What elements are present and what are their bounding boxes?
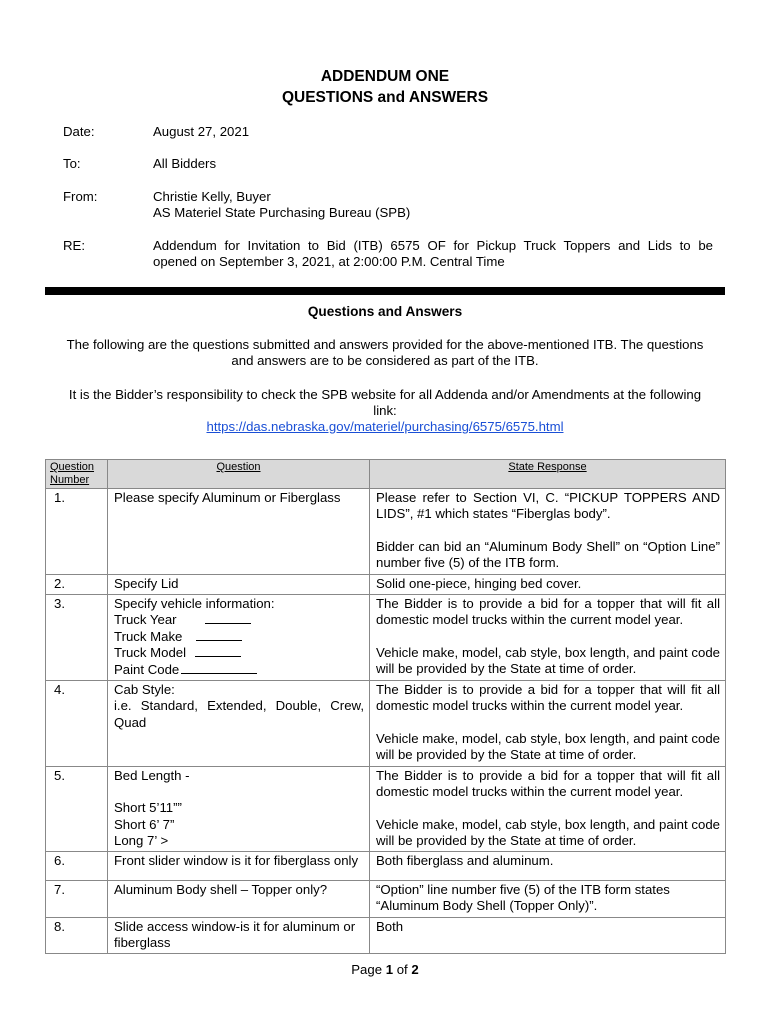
question-line: Cab Style: bbox=[114, 682, 175, 698]
fill-blank bbox=[181, 662, 257, 674]
row-question: Aluminum Body shell – Topper only? bbox=[108, 880, 370, 917]
page-total: 2 bbox=[411, 962, 419, 977]
table-row bbox=[46, 917, 726, 954]
to-label: To: bbox=[63, 156, 81, 171]
table-row bbox=[46, 681, 726, 767]
re-value-line-1: Addendum for Invitation to Bid (ITB) 6575 OF for Pickup Truck Toppers and Lids to be bbox=[153, 238, 713, 253]
header-number-line-1: Question bbox=[50, 461, 95, 473]
table-row bbox=[46, 852, 726, 880]
truck-make-field: Truck Make bbox=[114, 629, 364, 645]
responsibility-line-1: It is the Bidder’s responsibility to check the SPB website for all Addenda and/or Amendments at the following bbox=[68, 387, 702, 402]
question-line: Short 6’ 7” bbox=[114, 816, 175, 832]
title-line-2: QUESTIONS and ANSWERS bbox=[281, 89, 489, 106]
fill-blank bbox=[195, 645, 241, 657]
date-value: August 27, 2021 bbox=[153, 124, 250, 139]
from-value-line-2: AS Materiel State Purchasing Bureau (SPB) bbox=[153, 205, 411, 220]
row-number: 8. bbox=[46, 917, 108, 954]
row-response: Both fiberglass and aluminum. bbox=[370, 852, 726, 880]
row-question: Specify Lid bbox=[108, 574, 370, 594]
response-paragraph: Vehicle make, model, cab style, box length, and paint code will be provided by the State at time of order. bbox=[376, 730, 720, 763]
from-value-line-1: Christie Kelly, Buyer bbox=[153, 189, 271, 204]
header-state-response: State Response bbox=[370, 460, 726, 489]
response-paragraph: Vehicle make, model, cab style, box length, and paint code will be provided by the State at time of order. bbox=[376, 644, 720, 677]
row-number: 2. bbox=[46, 574, 108, 594]
to-value: All Bidders bbox=[153, 156, 217, 171]
row-question bbox=[108, 766, 370, 852]
section-divider bbox=[45, 287, 725, 295]
row-question: Slide access window-is it for aluminum or fiberglass bbox=[108, 917, 370, 954]
intro-line-2: and answers are to be considered as part of the ITB. bbox=[231, 353, 539, 368]
row-response bbox=[370, 489, 726, 575]
responsibility-line-2: link: bbox=[373, 403, 397, 418]
header-number-line-2: Number bbox=[50, 474, 90, 486]
from-label: From: bbox=[63, 189, 98, 204]
row-response bbox=[370, 595, 726, 681]
row-question: Front slider window is it for fiberglass only bbox=[108, 852, 370, 880]
row-number: 4. bbox=[46, 681, 108, 767]
document-title bbox=[0, 66, 770, 108]
page-prefix: Page bbox=[351, 962, 386, 977]
row-number: 3. bbox=[46, 595, 108, 681]
questions-table bbox=[45, 459, 726, 954]
response-paragraph: Please refer to Section VI, C. “PICKUP TOPPERS AND LIDS”, #1 which states “Fiberglas body”. bbox=[376, 490, 720, 522]
row-response: Both bbox=[370, 917, 726, 954]
responsibility-paragraph bbox=[50, 387, 720, 435]
row-number: 7. bbox=[46, 880, 108, 917]
header-question: Question bbox=[108, 460, 370, 489]
response-paragraph: The Bidder is to provide a bid for a topper that will fit all domestic model trucks within the current model year. bbox=[376, 596, 720, 628]
truck-year-field: Truck Year bbox=[114, 612, 364, 628]
response-paragraph: The Bidder is to provide a bid for a topper that will fit all domestic model trucks within the current model year. bbox=[376, 767, 720, 800]
intro-line-1: The following are the questions submitted and answers provided for the above-mentioned ITB. The questions bbox=[66, 337, 704, 352]
truck-model-field: Truck Model bbox=[114, 645, 364, 661]
re-value-line-2: opened on September 3, 2021, at 2:00:00 P.M. Central Time bbox=[153, 254, 505, 269]
from-value bbox=[153, 189, 713, 221]
date-label: Date: bbox=[63, 124, 95, 139]
table-row bbox=[46, 595, 726, 681]
title-line-1: ADDENDUM ONE bbox=[320, 68, 450, 85]
row-response: “Option” line number five (5) of the ITB form states “Aluminum Body Shell (Topper Only)”. bbox=[370, 880, 726, 917]
paint-code-field: Paint Code bbox=[114, 662, 364, 678]
response-paragraph: Vehicle make, model, cab style, box length, and paint code will be provided by the State at time of order. bbox=[376, 816, 720, 848]
row-question bbox=[108, 595, 370, 681]
question-line: Long 7’ > bbox=[114, 832, 169, 848]
row-question: Please specify Aluminum or Fiberglass bbox=[108, 489, 370, 575]
table-row bbox=[46, 766, 726, 852]
re-label: RE: bbox=[63, 238, 85, 253]
row-response: Solid one-piece, hinging bed cover. bbox=[370, 574, 726, 594]
question-line: Specify vehicle information: bbox=[114, 596, 275, 612]
spb-website-link[interactable]: https://das.nebraska.gov/materiel/purchasing/6575/6575.html bbox=[206, 419, 564, 434]
fill-blank bbox=[205, 612, 251, 624]
row-response bbox=[370, 766, 726, 852]
row-number: 1. bbox=[46, 489, 108, 575]
table-row bbox=[46, 880, 726, 917]
row-response bbox=[370, 681, 726, 767]
row-question bbox=[108, 681, 370, 767]
header-question-number bbox=[46, 460, 108, 489]
table-row bbox=[46, 574, 726, 594]
response-paragraph: Bidder can bid an “Aluminum Body Shell” on “Option Line” number five (5) of the ITB form. bbox=[376, 538, 720, 571]
re-value bbox=[153, 238, 713, 270]
question-line: Short 5’11”” bbox=[114, 800, 182, 816]
response-paragraph: The Bidder is to provide a bid for a topper that will fit all domestic model trucks within the current model year. bbox=[376, 682, 720, 714]
page-of: of bbox=[393, 962, 412, 977]
intro-paragraph bbox=[50, 337, 720, 369]
table-header-row bbox=[46, 460, 726, 489]
fill-blank bbox=[196, 629, 242, 641]
question-line: i.e. Standard, Extended, Double, Crew, Quad bbox=[114, 698, 364, 730]
row-number: 6. bbox=[46, 852, 108, 880]
section-title: Questions and Answers bbox=[307, 304, 463, 319]
table-row bbox=[46, 489, 726, 575]
row-number: 5. bbox=[46, 766, 108, 852]
question-line: Bed Length - bbox=[114, 767, 190, 783]
page-number bbox=[0, 962, 770, 977]
page-current: 1 bbox=[385, 962, 394, 977]
